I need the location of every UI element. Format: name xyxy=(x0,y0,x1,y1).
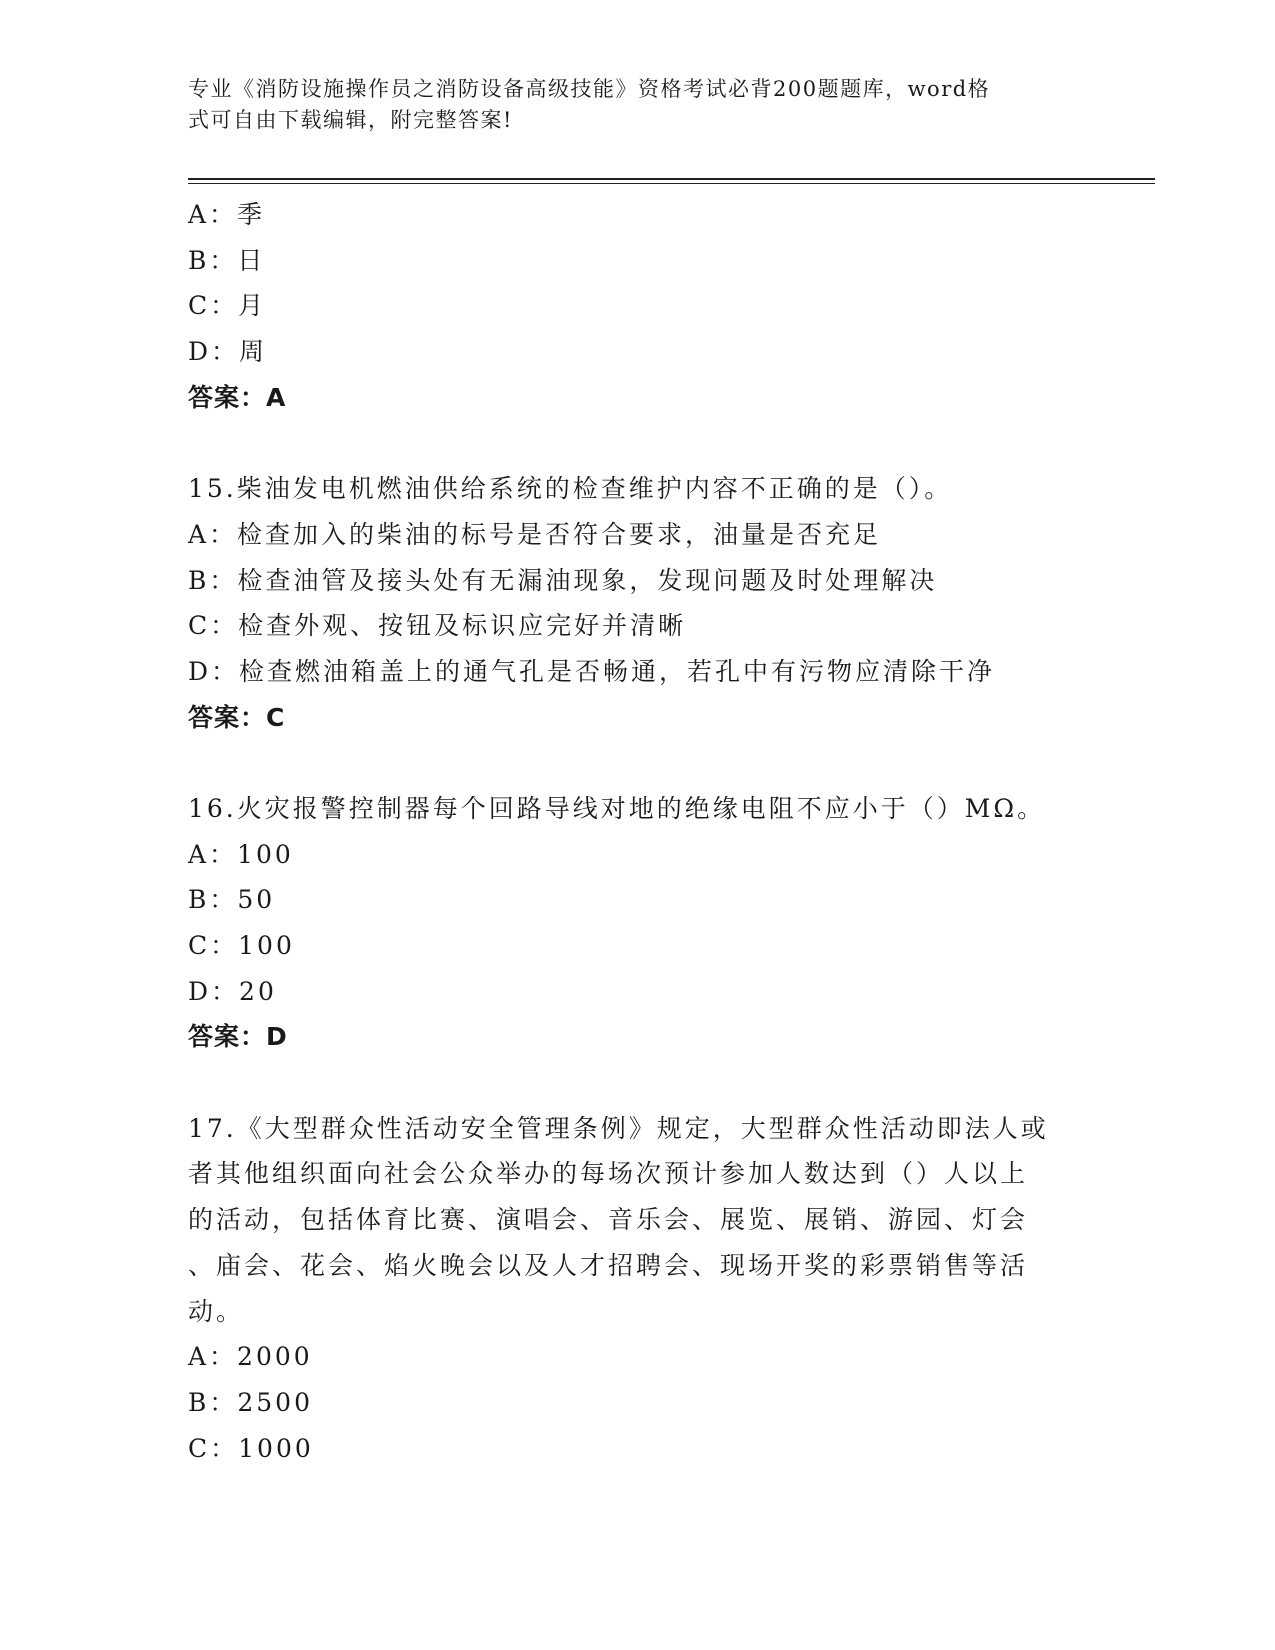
header-line-2: 式可自由下载编辑，附完整答案! xyxy=(188,108,513,132)
question-text: 15.柴油发电机燃油供给系统的检查维护内容不正确的是（）。 xyxy=(188,474,953,504)
question-15 xyxy=(188,466,1088,740)
spacer xyxy=(188,420,1088,466)
question-text-line-1: 17.《大型群众性活动安全管理条例》规定，大型群众性活动即法人或 xyxy=(188,1113,1049,1143)
option-c: C：100 xyxy=(188,931,295,960)
option-b: B：50 xyxy=(188,885,276,915)
option-d: D：检查燃油箱盖上的通气孔是否畅通，若孔中有污物应清除干净 xyxy=(188,656,996,686)
question-text-line-3: 的活动，包括体育比赛、演唱会、音乐会、展览、展销、游园、灯会 xyxy=(188,1205,1029,1235)
question-14 xyxy=(188,192,1088,420)
option-a: A：检查加入的柴油的标号是否符合要求，油量是否充足 xyxy=(188,519,882,549)
option-c: C：月 xyxy=(188,291,267,321)
question-text: 16.火灾报警控制器每个回路导线对地的绝缘电阻不应小于（）MΩ。 xyxy=(188,793,1046,823)
option-c: C：1000 xyxy=(188,1433,314,1463)
spacer xyxy=(188,1060,1088,1106)
option-b: B：日 xyxy=(188,245,266,275)
option-a: A：100 xyxy=(188,839,294,869)
option-b: B：检查油管及接头处有无漏油现象，发现问题及时处理解决 xyxy=(188,565,938,595)
spacer xyxy=(188,740,1088,786)
option-a: A：季 xyxy=(188,200,266,229)
question-text-line-5: 动。 xyxy=(188,1296,245,1326)
option-d: D：周 xyxy=(188,337,268,367)
option-a: A：2000 xyxy=(188,1342,313,1372)
header-divider-thick xyxy=(188,178,1155,180)
option-c: C：检查外观、按钮及标识应完好并清晰 xyxy=(188,611,687,641)
question-list xyxy=(188,192,1088,1471)
option-b: B：2500 xyxy=(188,1387,313,1417)
question-17 xyxy=(188,1106,1088,1472)
header-line-1: 专业《消防设施操作员之消防设备高级技能》资格考试必背200题题库，word格 xyxy=(188,77,991,101)
answer-label: 答案：A xyxy=(188,382,287,412)
option-d: D：20 xyxy=(188,976,277,1006)
question-text-line-4: 、庙会、花会、焰火晚会以及人才招聘会、现场开奖的彩票销售等活 xyxy=(188,1250,1029,1280)
header-divider-thin xyxy=(188,183,1155,184)
answer-label: 答案：C xyxy=(188,702,286,732)
question-text-line-2: 者其他组织面向社会公众举办的每场次预计参加人数达到（）人以上 xyxy=(188,1159,1029,1189)
answer-label: 答案：D xyxy=(188,1022,288,1052)
question-16 xyxy=(188,786,1088,1060)
document-header xyxy=(188,74,1068,136)
